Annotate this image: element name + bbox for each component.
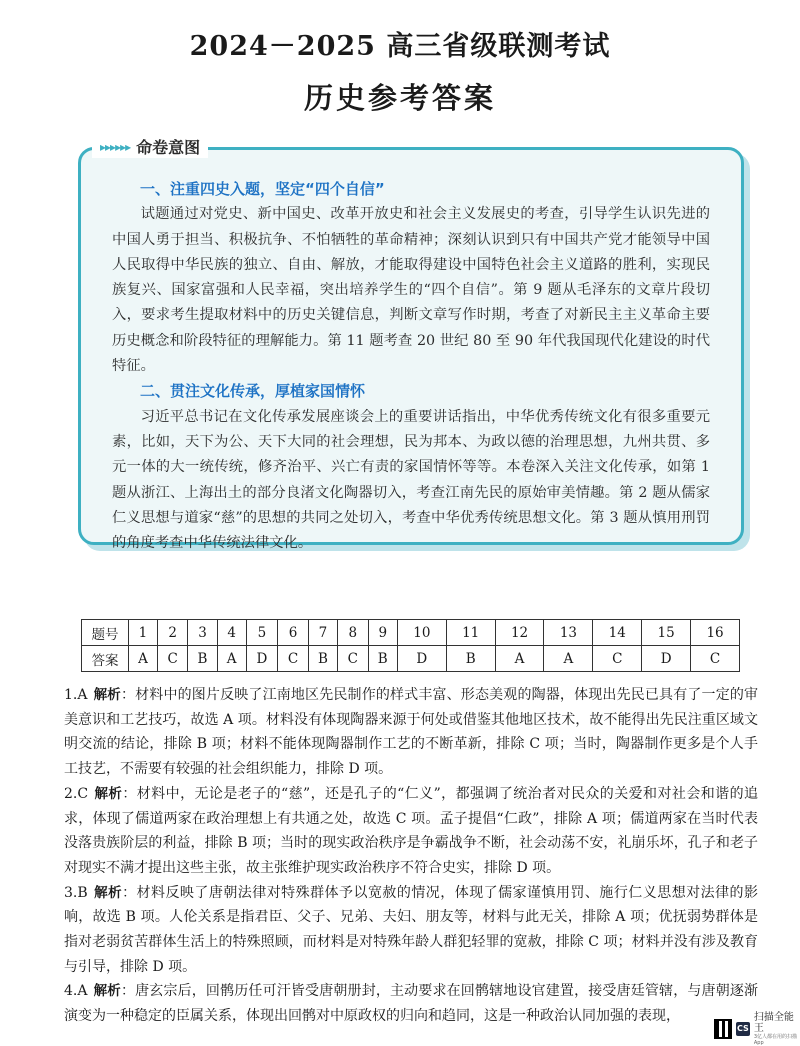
question-number: 14: [593, 620, 642, 646]
answer-cell: C: [157, 646, 187, 672]
watermark-text: [754, 1012, 800, 1046]
question-number: 8: [338, 620, 368, 646]
answer-row: [82, 646, 740, 672]
question-number: 9: [368, 620, 397, 646]
intent-header: [92, 135, 208, 158]
analysis-list: [64, 683, 758, 1029]
exam-title: 2024－2025 高三省级联测考试: [189, 31, 611, 62]
question-number: 5: [246, 620, 278, 646]
analysis-number: 3.B: [64, 884, 88, 901]
answer-cell: C: [691, 646, 740, 672]
intent-section-text: 习近平总书记在文化传承发展座谈会上的重要讲话指出，中华优秀传统文化有很多重要元素，比如，天下为公、天下大同的社会理想，民为邦本、为政以德的治理思想，九州共贯、多元一体的大一统传统，修齐治平、兴亡有责的家国情怀等等。本卷深入关注文化传承，如第 1 题从浙江、上海出土的部分良渚文化陶器切入，考查江南先民的原始审美情趣。第 2 题从儒家仁义思想与道家“慈”的思想的共同之处切入，考查中华优秀传统思想文化。第 3 题从慎用刑罚的角度考查中华传统法律文化。: [112, 408, 710, 552]
question-number: 3: [188, 620, 217, 646]
analysis-item: 2.C 解析：材料中，无论是老子的“慈”，还是孔子的“仁义”，都强调了统治者对民众的关爱和对社会和谐的追求，体现了儒道两家在政治理想上有共通之处，故选 C 项。孟子提倡“仁政”，排除 A 项；儒道两家在当时代表没落贵族阶层的利益，排除 B 项；当时的现实政治秩序是争霸战争不断，社会动荡不安，礼崩乐坏，孔子和老子对现实不满才提出这些主张，故主张维护现实政治秩序不符合史实，排除 D 项。: [64, 785, 759, 876]
qr-code-icon: [714, 1019, 732, 1039]
question-number-row: [82, 620, 740, 646]
arrow-icon: ▸▸▸▸▸▸: [100, 139, 131, 154]
cs-logo-icon: CS: [736, 1022, 750, 1036]
analysis-number: 1.A: [64, 687, 88, 703]
analysis-label: 解析: [94, 785, 123, 802]
answer-cell: D: [246, 646, 278, 672]
analysis-text: 材料反映了唐朝法律对特殊群体予以宽赦的情况，体现了儒家谨慎用罚、施行仁义思想对法律的影响，故选 B 项。人伦关系是指君臣、父子、兄弟、夫妇、朋友等，材料与此无关，排除 A 项；优抚弱势群体是指对老弱贫苦群体生活上的特殊照顾，而材料是对特殊年龄人群犯轻罪的宽赦，排除 C 项；材料并没有涉及教育与引导，排除 D 项。: [64, 884, 759, 975]
analysis-text: 材料中，无论是老子的“慈”，还是孔子的“仁义”，都强调了统治者对民众的关爱和对社会和谐的追求，体现了儒道两家在政治理想上有共通之处，故选 C 项。孟子提倡“仁政”，排除 A 项；儒道两家在当时代表没落贵族阶层的利益，排除 B 项；当时的现实政治秩序是争霸战争不断，社会动荡不安，礼崩乐坏，孔子和老子对现实不满才提出这些主张，故主张维护现实政治秩序不符合史实，排除 D 项。: [64, 785, 759, 876]
question-number: 15: [642, 620, 691, 646]
answer-cell: A: [129, 646, 158, 672]
intent-section-heading: 二、贯注文化传承，厚植家国情怀: [140, 382, 366, 401]
intent-title: 命卷意图: [136, 138, 201, 157]
answer-cell: B: [308, 646, 337, 672]
analysis-item: 1.A 解析：材料中的图片反映了江南地区先民制作的样式丰富、形态美观的陶器，体现出先民已具有了一定的审美意识和工艺技巧，故选 A 项。材料没有体现陶器来源于何处或借鉴其他地区技术，故不能得出先民注重区域文明交流的结论，排除 B 项；材料不能体现陶器制作工艺的不断革新，排除 C 项；当时，陶器制作更多是个人手工技艺，不需要有较强的社会组织能力，排除 D 项。: [64, 687, 759, 778]
intent-section-heading: 一、注重四史入题，坚定“四个自信”: [140, 180, 385, 198]
analysis-text: 唐玄宗后，回鹘历任可汗皆受唐朝册封，主动要求在回鹘辖地设官建置，接受唐廷管辖，与唐朝逐渐演变为一种稳定的臣属关系，体现出回鹘对中原政权的归向和趋同，这是一种政治认同加强的表现，: [64, 983, 759, 1025]
analysis-label: 解析: [93, 687, 121, 703]
answer-cell: D: [397, 646, 446, 672]
question-number: 16: [691, 620, 740, 646]
row-label: 答案: [82, 646, 129, 672]
question-number: 1: [129, 620, 158, 646]
row-label: 题号: [82, 620, 129, 646]
answer-cell: C: [338, 646, 368, 672]
answer-table: [81, 619, 740, 672]
analysis-text: 材料中的图片反映了江南地区先民制作的样式丰富、形态美观的陶器，体现出先民已具有了一定的审美意识和工艺技巧，故选 A 项。材料没有体现陶器来源于何处或借鉴其他地区技术，故不能得出先民注重区域文明交流的结论，排除 B 项；材料不能体现陶器制作工艺的不断革新，排除 C 项；当时，陶器制作更多是个人手工技艺，不需要有较强的社会组织能力，排除 D 项。: [64, 687, 759, 778]
answer-cell: A: [544, 646, 593, 672]
watermark-sub: 3亿人都在用的扫描App: [753, 1034, 798, 1046]
question-number: 7: [308, 620, 337, 646]
analysis-item: 3.B 解析：材料反映了唐朝法律对特殊群体予以宽赦的情况，体现了儒家谨慎用罚、施行仁义思想对法律的影响，故选 B 项。人伦关系是指君臣、父子、兄弟、夫妇、朋友等，材料与此无关，排除 A 项；优抚弱势群体是指对老弱贫苦群体生活上的特殊照顾，而材料是对特殊年龄人群犯轻罪的宽赦，排除 C 项；材料并没有涉及教育与引导，排除 D 项。: [64, 884, 759, 975]
question-number: 2: [157, 620, 187, 646]
question-number: 13: [544, 620, 593, 646]
analysis-number: 4.A: [64, 983, 88, 1000]
question-number: 6: [278, 620, 308, 646]
answer-cell: A: [495, 646, 544, 672]
intent-section-text: 试题通过对党史、新中国史、改革开放史和社会主义发展史的考查，引导学生认识先进的中国人勇于担当、积极抗争、不怕牺牲的革命精神；深刻认识到只有中国共产党才能领导中国人民取得中华民族的独立、自由、解放，才能取得建设中国特色社会主义道路的胜利，实现民族复兴、国家富强和人民幸福，突出培养学生的“四个自信”。第 9 题从毛泽东的文章片段切入，要求考生提取材料中的历史关键信息，判断文章写作时期，考查了对新民主主义革命主要历史概念和阶段特征的理解能力。第 11 题考查 20 世纪 80 至 90 年代我国现代化建设的时代特征。: [112, 206, 710, 375]
analysis-number: 2.C: [64, 785, 89, 802]
question-number: 10: [397, 620, 446, 646]
question-number: 4: [217, 620, 246, 646]
intent-body: [112, 177, 710, 556]
question-number: 11: [446, 620, 495, 646]
answer-cell: D: [642, 646, 691, 672]
question-number: 12: [495, 620, 544, 646]
answer-cell: A: [217, 646, 246, 672]
answer-cell: B: [368, 646, 397, 672]
answer-title: 历史参考答案: [303, 81, 496, 115]
answer-cell: C: [278, 646, 308, 672]
answer-cell: C: [593, 646, 642, 672]
scanner-watermark: [714, 1012, 800, 1046]
analysis-item: 4.A 解析：唐玄宗后，回鹘历任可汗皆受唐朝册封，主动要求在回鹘辖地设官建置，接受唐廷管辖，与唐朝逐渐演变为一种稳定的臣属关系，体现出回鹘对中原政权的归向和趋同，这是一种政治认同加强的表现，: [64, 983, 759, 1025]
analysis-label: 解析: [93, 983, 121, 1000]
answer-cell: B: [446, 646, 495, 672]
answer-cell: B: [188, 646, 217, 672]
analysis-label: 解析: [93, 884, 123, 901]
watermark-name: 扫描全能王: [753, 1012, 794, 1034]
